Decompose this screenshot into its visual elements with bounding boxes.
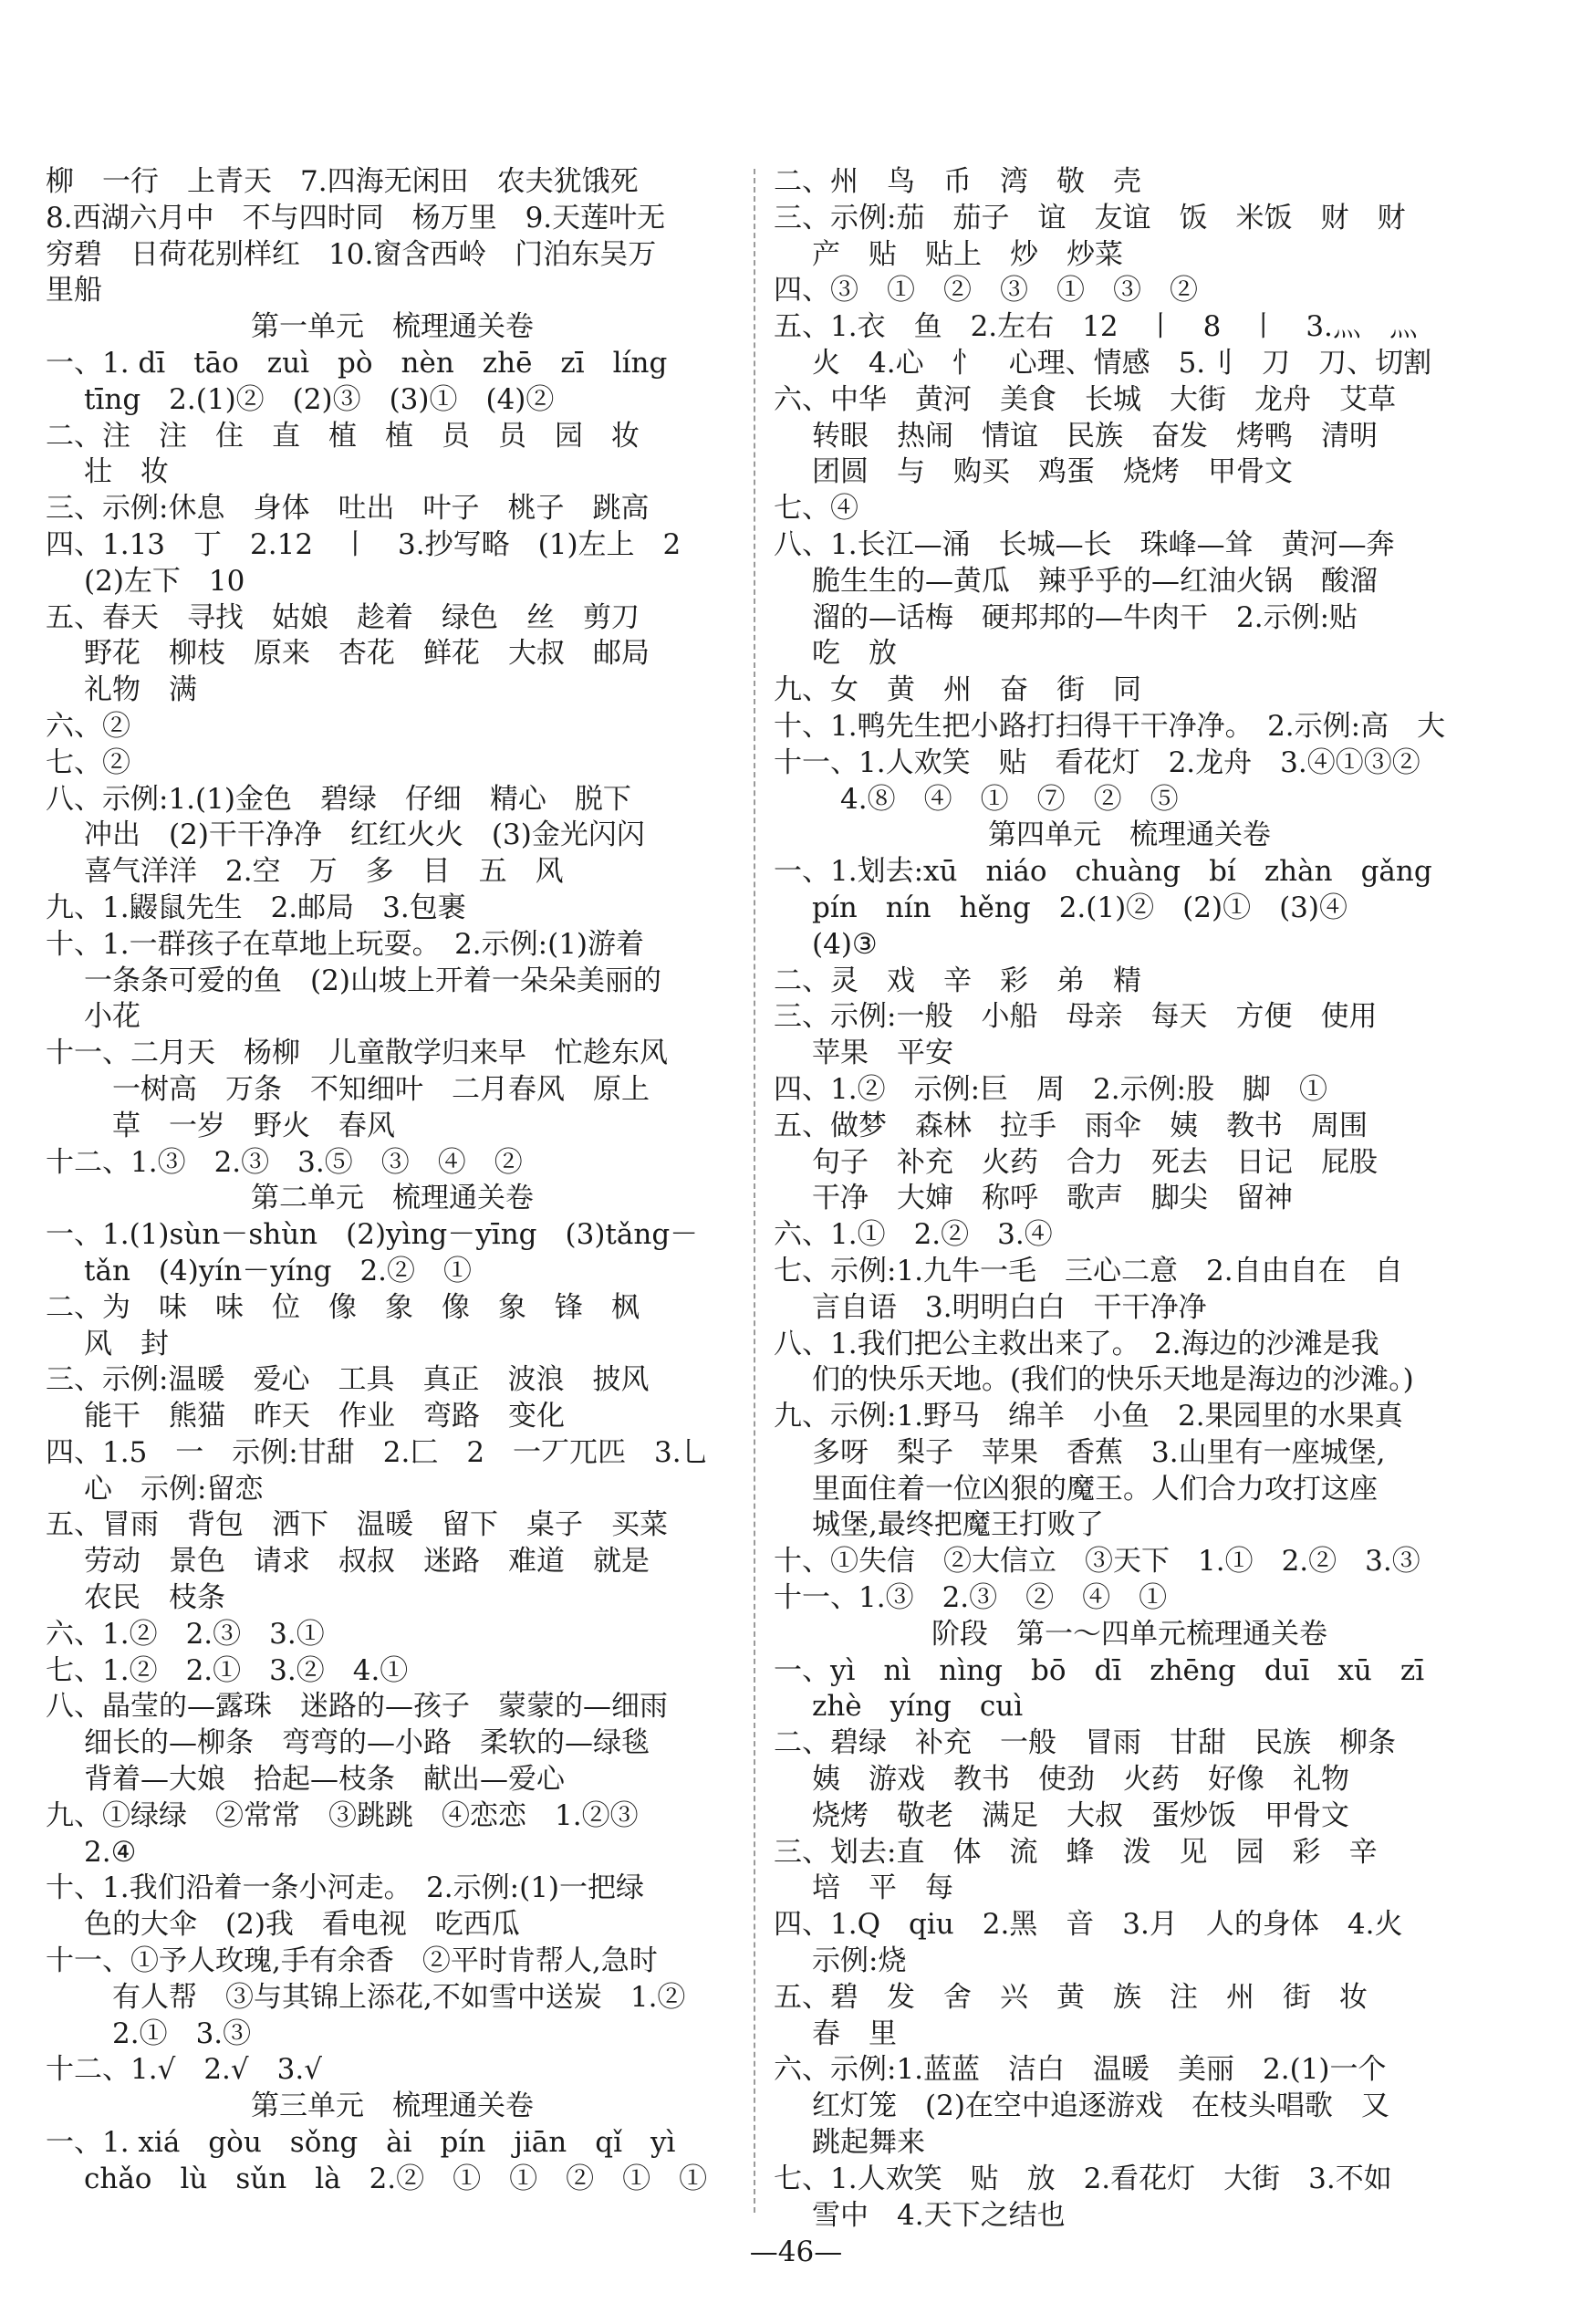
answer-line: 二、州 鸟 币 湾 敬 壳 [774, 165, 1141, 198]
answer-line: 冲出 (2)干干净净 红红火火 (3)金光闪闪 [84, 818, 645, 852]
answer-line: 吃 放 [812, 637, 897, 671]
answer-line: 二、灵 戏 辛 彩 弟 精 [774, 964, 1141, 997]
answer-line: 三、示例:一般 小船 母亲 每天 方便 使用 [774, 1000, 1378, 1034]
section-heading: 第四单元 梳理通关卷 [988, 818, 1271, 852]
answer-line: 七、示例:1.九牛一毛 三心二意 2.自由自在 自 [774, 1254, 1403, 1287]
answer-line: 溜的—话梅 硬邦邦的—牛肉干 2.示例:贴 [812, 600, 1358, 634]
answer-line: tīng 2.(1)② (2)③ (3)① (4)② [84, 382, 555, 416]
answer-line: 十二、1.√ 2.√ 3.√ [46, 2053, 322, 2087]
answer-line: 十一、二月天 杨柳 儿童散学归来早 忙趁东风 [46, 1037, 668, 1070]
answer-line: 一、1. dī tāo zuì pò nèn zhē zī líng [46, 346, 668, 380]
answer-line: 八、晶莹的—露珠 迷路的—孩子 蒙蒙的—细雨 [46, 1690, 668, 1724]
answer-line: 烧烤 敬老 满足 大叔 蛋炒饭 甲骨文 [812, 1798, 1349, 1832]
answer-line: 一条条可爱的鱼 (2)山坡上开着一朵朵美丽的 [84, 964, 661, 997]
right-answer-column [774, 164, 1485, 2234]
answer-line: 春 里 [812, 2017, 897, 2050]
answer-line: 里船 [46, 274, 102, 307]
answer-line: 跳起舞来 [812, 2126, 925, 2160]
answer-line: 雪中 4.天下之结也 [812, 2198, 1066, 2232]
answer-line: 风 封 [84, 1327, 169, 1360]
answer-line: 五、做梦 森林 拉手 雨伞 姨 教书 周围 [774, 1109, 1368, 1142]
answer-line: 五、春天 寻找 姑娘 趁着 绿色 丝 剪刀 [46, 600, 640, 634]
answer-line: 六、1.① 2.② 3.④ [774, 1218, 1053, 1252]
left-answer-column [46, 164, 739, 2198]
answer-line: (2)左下 10 [84, 564, 245, 598]
answer-line: 言自语 3.明明白白 干干净净 [812, 1290, 1207, 1324]
answer-line: 转眼 热闹 情谊 民族 奋发 烤鸭 清明 [812, 419, 1378, 453]
answer-line: 七、④ [774, 492, 858, 526]
answer-line: 七、1.② 2.① 3.② 4.① [46, 1653, 409, 1687]
answer-line: 八、1.我们把公主救出来了。 2.海边的沙滩是我 [774, 1327, 1379, 1360]
answer-line: 色的大伞 (2)我 看电视 吃西瓜 [84, 1908, 520, 1942]
answer-line: 苹果 平安 [812, 1037, 953, 1070]
answer-line: 三、示例:温暖 爱心 工具 真正 波浪 披风 [46, 1363, 650, 1397]
answer-line: 礼物 满 [84, 673, 197, 707]
answer-line: 四、1.5 一 示例:甘甜 2.匚 2 一丆兀匹 3.乚 [46, 1435, 710, 1469]
answer-line: 火 4.心 忄 心理、情感 5.刂 刀 刀、切割 [812, 346, 1432, 380]
answer-line: 六、示例:1.蓝蓝 洁白 温暖 美丽 2.(1)一个 [774, 2053, 1387, 2087]
answer-line: 柳 一行 上青天 7.四海无闲田 农夫犹饿死 [46, 165, 639, 198]
column-divider [754, 169, 755, 2213]
section-heading: 阶段 第一～四单元梳理通关卷 [931, 1617, 1327, 1651]
answer-line: 细长的—柳条 弯弯的—小路 柔软的—绿毯 [84, 1726, 650, 1760]
section-heading: 第一单元 梳理通关卷 [251, 310, 534, 344]
answer-line: 七、1.人欢笑 贴 放 2.看花灯 大街 3.不如 [774, 2162, 1392, 2195]
answer-line: 十二、1.③ 2.③ 3.⑤ ③ ④ ② [46, 1145, 523, 1179]
answer-line: 十、①失信 ②大信立 ③天下 1.① 2.② 3.③ [774, 1545, 1420, 1579]
answer-line: zhè yíng cuì [812, 1690, 1024, 1724]
answer-line: chǎo lù sǔn là 2.② ① ① ② ① ① [84, 2162, 708, 2195]
answer-line: 一、yì nì nìng bō dī zhēng duī xū zī [774, 1653, 1425, 1687]
answer-line: 七、② [46, 745, 130, 779]
answer-line: pín nín hěng 2.(1)② (2)① (3)④ [812, 891, 1348, 924]
answer-line: 红灯笼 (2)在空中追逐游戏 在枝头唱歌 又 [812, 2090, 1389, 2123]
section-heading: 第三单元 梳理通关卷 [251, 2090, 534, 2123]
answer-line: 劳动 景色 请求 叔叔 迷路 难道 就是 [84, 1545, 650, 1579]
answer-line: 九、示例:1.野马 绵羊 小鱼 2.果园里的水果真 [774, 1400, 1403, 1433]
answer-line: 壮 妆 [84, 455, 169, 489]
answer-line: (4)③ [812, 927, 878, 961]
answer-line: 八、示例:1.(1)金色 碧绿 仔细 精心 脱下 [46, 782, 631, 816]
answer-line: 心 示例:留恋 [84, 1472, 264, 1506]
answer-line: 五、冒雨 背包 洒下 温暖 留下 桌子 买菜 [46, 1508, 668, 1542]
answer-line: 8.西湖六月中 不与四时同 杨万里 9.天莲叶无 [46, 201, 666, 234]
answer-line: 四、③ ① ② ③ ① ③ ② [774, 274, 1198, 307]
answer-line: 十、1.我们沿着一条小河走。 2.示例:(1)一把绿 [46, 1871, 645, 1905]
answer-line: 二、注 注 住 直 植 植 员 员 园 妆 [46, 419, 640, 453]
answer-line: 有人帮 ③与其锦上添花,不如雪中送炭 1.② [84, 1980, 686, 2014]
answer-line: 十一、①予人玫瑰,手有余香 ②平时肯帮人,急时 [46, 1944, 658, 1978]
answer-line: 四、1.13 丁 2.12 丨 3.抄写略 (1)左上 2 [46, 527, 682, 561]
answer-line: 十一、1.人欢笑 贴 看花灯 2.龙舟 3.④①③② [774, 745, 1420, 779]
answer-line: 三、示例:茄 茄子 谊 友谊 饭 米饭 财 财 [774, 201, 1406, 234]
answer-line: 一树高 万条 不知细叶 二月春风 原上 [84, 1072, 650, 1106]
answer-line: 六、1.② 2.③ 3.① [46, 1617, 325, 1651]
answer-line: 六、② [46, 709, 130, 743]
answer-line: 团圆 与 购买 鸡蛋 烧烤 甲骨文 [812, 455, 1293, 489]
answer-line: 草 一岁 野火 春风 [84, 1109, 395, 1142]
answer-line: 五、碧 发 舍 兴 黄 族 注 州 街 妆 [774, 1980, 1368, 2014]
answer-line: 示例:烧 [812, 1944, 907, 1978]
answer-line: 二、为 味 味 位 像 象 像 象 锋 枫 [46, 1290, 640, 1324]
answer-line: 一、1.划去:xū niáo chuàng bí zhàn gǎng [774, 855, 1432, 889]
answer-line: 城堡,最终把魔王打败了 [812, 1508, 1104, 1542]
answer-line: 们的快乐天地。(我们的快乐天地是海边的沙滩。) [812, 1363, 1414, 1397]
answer-line: 五、1.衣 鱼 2.左右 12 丨 8 丨 3.灬 灬 [774, 310, 1418, 344]
answer-line: 穷碧 日荷花别样红 10.窗含西岭 门泊东吴万 [46, 237, 657, 271]
answer-line: 姨 游戏 教书 使劲 火药 好像 礼物 [812, 1763, 1349, 1797]
answer-line: 一、1. xiá gòu sǒng ài pín jiān qǐ yì [46, 2126, 676, 2160]
answer-line: 能干 熊猫 昨天 作业 弯路 变化 [84, 1400, 565, 1433]
answer-line: 十、1.鸭先生把小路打扫得干干净净。 2.示例:高 大 [774, 709, 1446, 743]
answer-line: 背着—大娘 拾起—枝条 献出—爱心 [84, 1763, 565, 1797]
answer-line: 四、1.② 示例:巨 周 2.示例:股 脚 ① [774, 1072, 1328, 1106]
answer-line: 脆生生的—黄瓜 辣乎乎的—红油火锅 酸溜 [812, 564, 1378, 598]
answer-line: 培 平 每 [812, 1871, 953, 1905]
section-heading: 第二单元 梳理通关卷 [251, 1182, 534, 1215]
answer-line: 十一、1.③ 2.③ ② ④ ① [774, 1581, 1168, 1615]
answer-line: 干净 大婶 称呼 歌声 脚尖 留神 [812, 1182, 1293, 1215]
answer-line: 4.⑧ ④ ① ⑦ ② ⑤ [812, 782, 1179, 816]
answer-line: 产 贴 贴上 炒 炒菜 [812, 237, 1123, 271]
answer-line: 九、①绿绿 ②常常 ③跳跳 ④恋恋 1.②③ [46, 1798, 639, 1832]
answer-line: 十、1.一群孩子在草地上玩耍。 2.示例:(1)游着 [46, 927, 645, 961]
answer-line: 2.① 3.③ [84, 2017, 252, 2050]
answer-line: 九、女 黄 州 奋 街 同 [774, 673, 1141, 707]
answer-line: 里面住着一位凶狠的魔王。人们合力攻打这座 [812, 1472, 1378, 1506]
answer-line: 2.④ [84, 1835, 137, 1869]
answer-line: 三、划去:直 体 流 蜂 泼 见 园 彩 辛 [774, 1835, 1378, 1869]
answer-line: 野花 柳枝 原来 杏花 鲜花 大叔 邮局 [84, 637, 650, 671]
answer-line: 二、碧绿 补充 一般 冒雨 甘甜 民族 柳条 [774, 1726, 1396, 1760]
answer-line: 三、示例:休息 身体 吐出 叶子 桃子 跳高 [46, 492, 650, 526]
answer-line: 九、1.鼹鼠先生 2.邮局 3.包裹 [46, 891, 466, 924]
answer-line: tǎn (4)yín－yíng 2.② ① [84, 1254, 473, 1287]
answer-line: 六、中华 黄河 美食 长城 大街 龙舟 艾草 [774, 382, 1396, 416]
answer-line: 四、1.Q qiu 2.黑 音 3.月 人的身体 4.火 [774, 1908, 1403, 1942]
answer-line: 农民 枝条 [84, 1581, 225, 1615]
answer-line: 小花 [84, 1000, 140, 1034]
page-number: —46— [749, 2235, 843, 2268]
answer-line: 句子 补充 火药 合力 死去 日记 屁股 [812, 1145, 1378, 1179]
answer-line: 多呀 梨子 苹果 香蕉 3.山里有一座城堡, [812, 1435, 1386, 1469]
answer-line: 一、1.(1)sùn－shùn (2)yìng－yīng (3)tǎng－ [46, 1218, 699, 1252]
answer-line: 喜气洋洋 2.空 万 多 目 五 风 [84, 855, 564, 889]
answer-line: 八、1.长江—涌 长城—长 珠峰—耸 黄河—奔 [774, 527, 1395, 561]
